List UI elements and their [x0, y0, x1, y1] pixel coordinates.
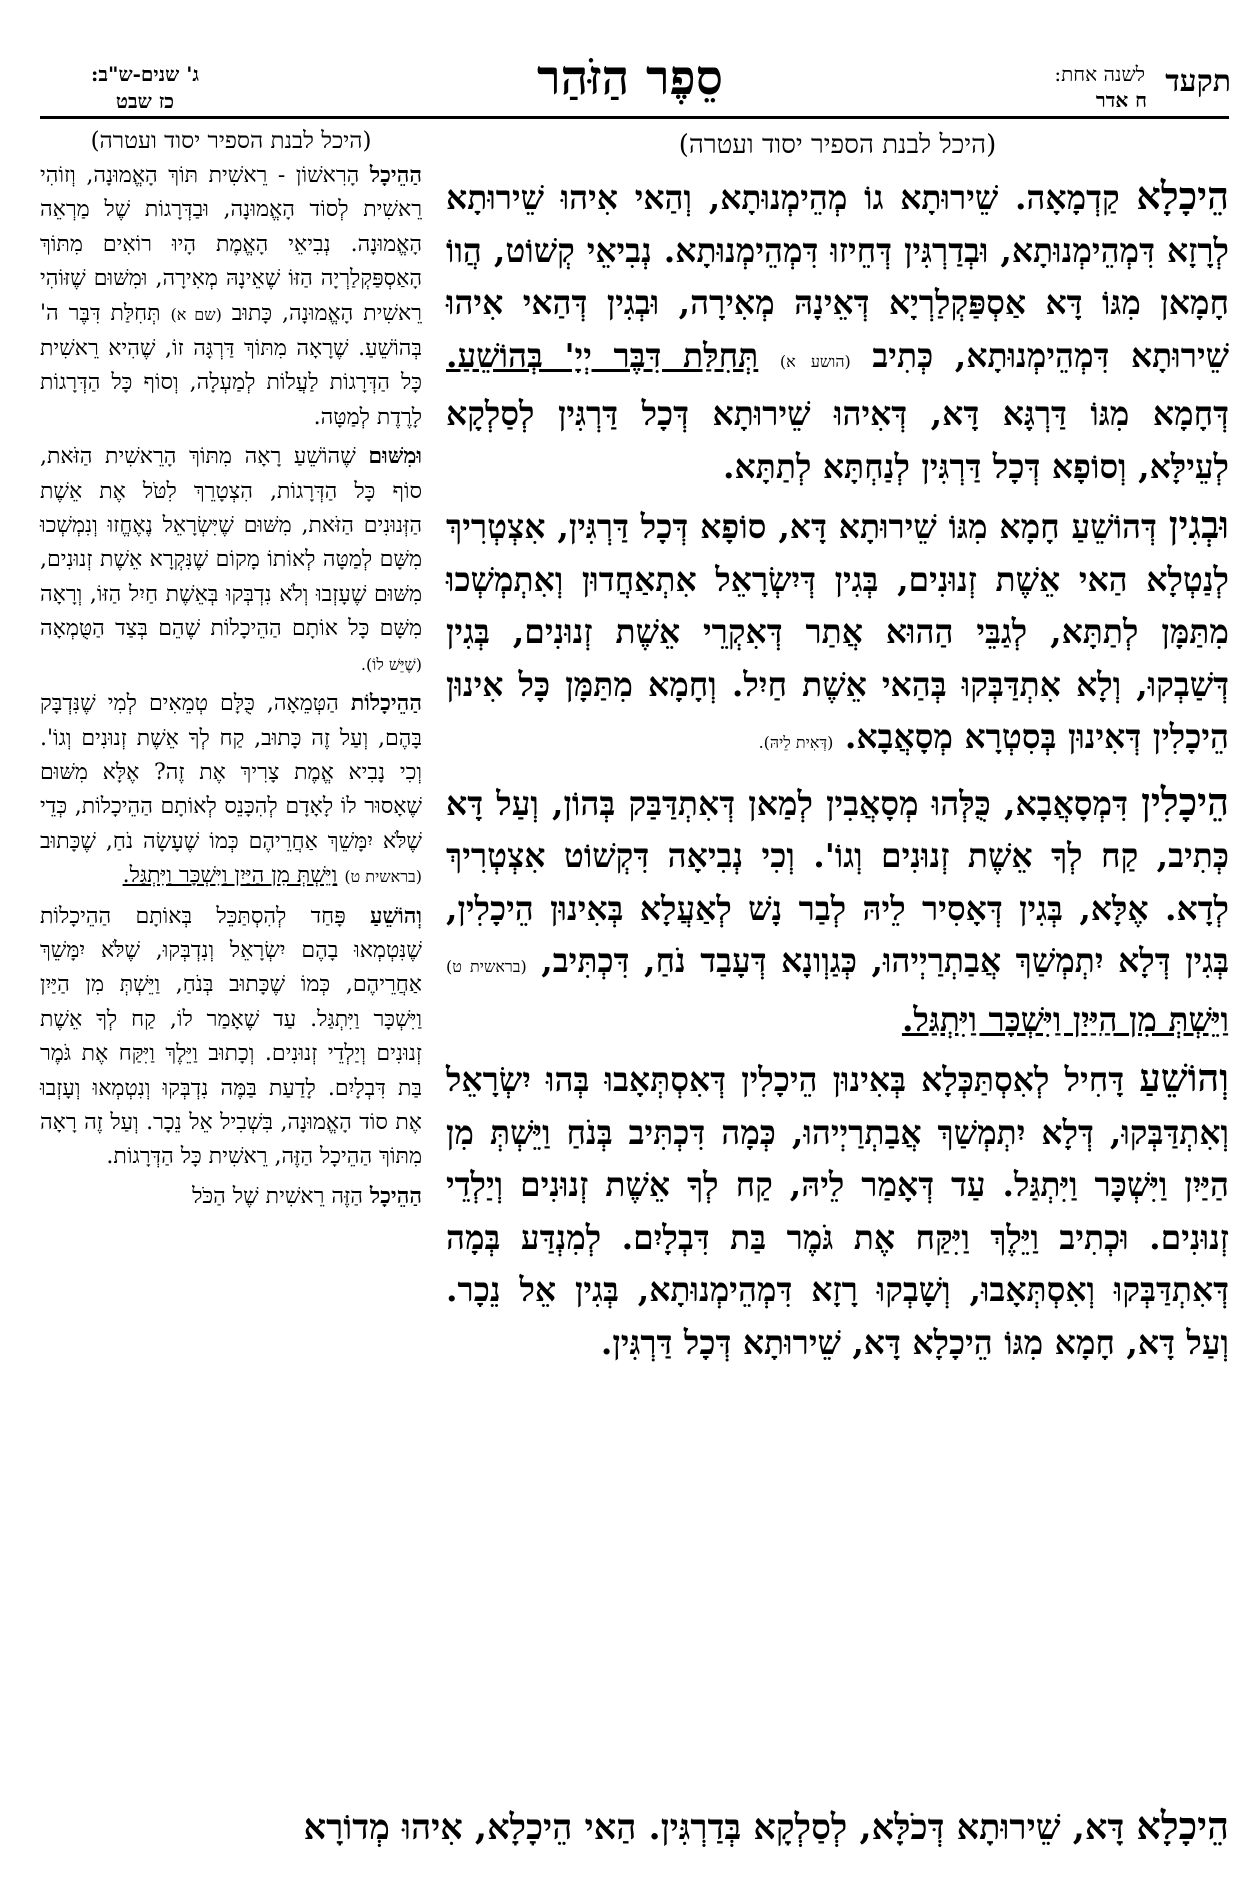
paragraph-lead-word: הַהֵיכָל [369, 162, 422, 188]
three-years-label: ג' שנים-ש"ב: [91, 62, 199, 86]
verse-reference: (שם א) [170, 304, 222, 324]
verse-quote: וַיֵּשְׁתְּ מִן הַיַּיִן וַיִּשְׁכָּר וַיִּתְגַּל. [901, 999, 1229, 1039]
paragraph-lead-word: הֵיכָלָא [1136, 173, 1229, 218]
paragraph-text-continued: דְּחָמָא מִגּוֹ דַּרְגָּא דָּא, דְּאִיהוּ שֵׁירוּתָא דְּכָל דַּרְגִּין לְסַלְקָא לְעֵילָּא, וְסוֹפָא דְּכָל דַּרְגִּין לְנַחְתָּא לְתַתָּא. [446, 394, 1229, 486]
paragraph-lead-word: הַהֵיכָלוֹת [350, 690, 422, 717]
translation-paragraph-5 [40, 1179, 422, 1214]
verse-reference: (בראשית ט) [446, 957, 527, 976]
gloss-note: (דְּאִית לֵיהּ). [758, 733, 834, 752]
paragraph-text: פָּחַד לְהִסְתַּכֵּל בְּאוֹתָם הַהֵיכָלוֹת שֶׁנִּטְמְאוּ בָהֶם יִשְׂרָאֵל וְנִדְבְּקוּ, שֶׁלֹּא יִמָּשֵׁךְ אַחֲרֵיהֶם, כְּמוֹ שֶׁכָּתוּב בְּנֹחַ, וַיֵּשְׁתְּ מִן הַיַּיִן וַיִּשְׁכָּר וַיִּתְגַּל. עַד שֶׁאָמַר לוֹ, קַח לְךָ אֵשֶׁת זְנוּנִים וְיַלְדֵי זְנוּנִים. וְכָתוּב וַיֵּלֶךְ וַיִּקַּח אֶת גֹּמֶר בַּת דִּבְלָיִם. לָדַעַת בַּמֶּה נִדְבְּקוּ וְנִטְמְאוּ וְעָזְבוּ אֶת סוֹד הָאֱמוּנָה, בִּשְׁבִיל אֵל נֵכָר. וְעַל זֶה רָאָה מִתּוֹךְ הַהֵיכָל הַזֶּה, רֵאשִׁית כָּל הַדְּרָגוֹת. [40, 903, 422, 1170]
paragraph-lead-word: הֵיכָלִין [1141, 778, 1229, 824]
translation-paragraph-3 [40, 686, 422, 894]
translation-subtitle: (היכל לבנת הספיר יסוד ועטרה) [90, 128, 372, 154]
translation-column [40, 126, 422, 1218]
book-title: סֵפֶר הַזֹּהַר [537, 50, 723, 106]
paragraph-lead-word: הַהֵיכָל [369, 1182, 422, 1209]
paragraph-text: הָרִאשׁוֹן - רֵאשִׁית תּוֹךְ הָאֱמוּנָה, וְזוֹהִי רֵאשִׁית לְסוֹד הָאֱמוּנָה, וּבַדְּרָגוֹת שֶׁל מַרְאֵה הָאֱמוּנָה. נְבִיאֵי הָאֱמֶת הָיוּ רוֹאִים מִתּוֹךְ הָאַסְפַּקְלַרְיָה הַזּוֹ שֶׁאֵינָהּ מְאִירָה, וּמִשּׁוּם שֶׁזּוֹהִי רֵאשִׁית הָאֱמוּנָה, כָּתוּב [40, 163, 422, 326]
main-subtitle: (היכל לבנת הספיר יסוד ועטרה) [678, 130, 997, 160]
main-paragraph-3 [446, 776, 1229, 1047]
translation-text [40, 158, 422, 1214]
gloss-note: (שֶׁיֵּשׁ לוֹ). [360, 654, 422, 674]
date-left: כז שבט [115, 89, 175, 113]
paragraph-text: הַזֶּה רֵאשִׁית שֶׁל הַכֹּל [192, 1183, 370, 1209]
paragraph-lead-word: וְהוֹשֵׁעַ [1139, 1055, 1229, 1100]
translation-paragraph-2 [40, 439, 422, 682]
main-text [446, 170, 1229, 1369]
paragraph-text: קַדְמָאָה. שֵׁירוּתָא גוֹ מְהֵימְנוּתָא, וְהַאי אִיהוּ שֵׁירוּתָא לְרָזָא דִּמְהֵימְנוּתָא, וּבְדַרְגִּין דְּחֵיזוּ דִּמְהֵימְנוּתָא. נְבִיאֵי קְשׁוֹט, הֲווֹ חָמָאן מִגּוֹ דָּא אַסְפַּקְלַרְיָא דְּאֵינָהּ מְאִירָה, וּבְגִין דְּהַאי אִיהוּ שֵׁירוּתָא דִּמְהֵימְנוּתָא, כְּתִיב [446, 178, 1229, 375]
verse-quote: וַיֵּשְׁתְּ מִן הַיַּיִן וַיִּשְׁכָּר וַיִּתְגַּל. [122, 863, 338, 889]
translation-paragraph-4 [40, 899, 422, 1175]
main-paragraph-4 [446, 1052, 1229, 1369]
verse-quote: תְּחִלַּת דִּבֶּר יְיָ' בְּהוֹשֵׁעַ. [446, 335, 759, 375]
paragraph-text: דִּמְסָאֲבָא, כֻּלְּהוּ מְסָאֲבִין לְמַאן דְּאִתְדַּבַּק בְּהוֹן, וְעַל דָּא כְּתִיב, קַח לְךָ אֵשֶׁת זְנוּנִים וְגוֹ'. וְכִי נְבִיאָה דִּקְשׁוֹט אִצְטְרִיךְ לְדָא. אֶלָּא, בְּגִין דְּאָסִיר לֵיהּ לְבַר נָשׁ לְאַעֲלָא בְּאִינוּן הֵיכָלִין, בְּגִין דְּלָא יִתְמְשַׁךְ אֲבַתְרַיְיהוּ, כְּגַוְונָא דְּעָבַד נֹחַ, דִּכְתִּיב, [446, 783, 1229, 980]
paragraph-lead-word: וּבְגִין [1168, 502, 1229, 547]
date-right: ח אדר [1095, 88, 1147, 112]
bottom-line [40, 1803, 1229, 1849]
paragraph-text: דָּא, שֵׁירוּתָא דְּכֹלָּא, לְסַלְקָא בְּדַרְגִּין. הַאי הֵיכָלָא, אִיהוּ מְדוֹרָא [303, 1807, 1137, 1848]
page-number: תקעד [1165, 64, 1231, 99]
paragraph-lead-word: וְהוֹשֵׁעַ [370, 902, 422, 929]
main-paragraph-1 [446, 170, 1229, 493]
main-paragraph-2 [446, 499, 1229, 770]
paragraph-text-continued: תְּחִלַּת דִּבֶּר ה' בְּהוֹשֵׁעַ. שֶׁרָאָה מִתּוֹךְ דַּרְגָּה זוֹ, שֶׁהִיא רֵאשִׁית כָּל הַדְּרָגוֹת לַעֲלוֹת לְמַעְלָה, וְסוֹף כָּל הַדְּרָגוֹת לָרֶדֶת לְמַטָּה. [40, 300, 422, 430]
header-rule [40, 116, 1229, 119]
paragraph-text: דָּחִיל לְאִסְתַּכְּלָא בְּאִינוּן הֵיכָלִין דְּאִסְתְּאָבוּ בְּהוּ יִשְׂרָאֵל וְאִתְדַּבְּקוּ, דְּלָא יִתְמְשַׁךְ אֲבַתְרַיְיהוּ, כְּמָה דִּכְתִּיב בְּנֹחַ וַיֵּשְׁתְּ מִן הַיַּיִן וַיִּשְׁכָּר וַיִּתְגַּל. עַד דְּאָמַר לֵיהּ, קַח לְךָ אֵשֶׁת זְנוּנִים וְיַלְדֵי זְנוּנִים. וּכְתִיב וַיֵּלֶךְ וַיִּקַּח אֶת גֹּמֶר בַּת דִּבְלָיִם. לְמִנְדַּע בְּמָה דְּאִתְדַּבְּקוּ וְאִסְתְּאָבוּ, וְשָׁבְקוּ רָזָא דִּמְהֵימְנוּתָא, בְּגִין אֵל נֵכָר. וְעַל דָּא, חָמָא מִגּוֹ הֵיכָלָא דָּא, שֵׁירוּתָא דְּכָל דַּרְגִּין. [446, 1060, 1229, 1362]
paragraph-lead-word: וּמִשּׁוּם [368, 443, 422, 470]
header-left [40, 62, 250, 114]
one-year-label: לשנה אחת: [1054, 62, 1145, 86]
translation-paragraph-1 [40, 158, 422, 435]
paragraph-text: שֶׁהוֹשֵׁעַ רָאָה מִתּוֹךְ הָרֵאשִׁית הַזֹּאת, סוֹף כָּל הַדְּרָגוֹת, הִצְטָרֵךְ לִטֹּל אֶת אֵשֶׁת הַזְּנוּנִים הַזֹּאת, מִשּׁוּם שֶׁיִּשְׂרָאֵל נֶאֶחֱזוּ וְנִמְשְׁכוּ מִשָּׁם לְמַטָּה לְאוֹתוֹ מָקוֹם שֶׁנִּקְרָא אֵשֶׁת זְנוּנִים, מִשּׁוּם שֶׁעָזְבוּ וְלֹא נִדְבְּקוּ בְּאֵשֶׁת חַיִל הַזּוֹ, וְרָאָה מִשָּׁם כָּל אוֹתָם הַהֵיכָלוֹת שֶׁהֵם בְּצַד הַטֻּמְאָה [40, 444, 422, 642]
verse-reference: (הושע א) [779, 351, 851, 371]
main-column [446, 126, 1229, 1375]
verse-reference: (בראשית ט) [344, 867, 422, 887]
paragraph-lead-word: הֵיכָלָא [1136, 1803, 1229, 1848]
paragraph-text: דְּהוֹשֵׁעַ חָמָא מִגּוֹ שֵׁירוּתָא דָּא, סוֹפָא דְּכָל דַּרְגִּין, אִצְטְרִיךְ לְנַטְלָא הַאי אֵשֶׁת זְנוּנִים, בְּגִין דְּיִשְׂרָאֵל אִתְאַחֲדוּן וְאִתְמְשְׁכוּ מִתַּמָּן לְתַתָּא, לְגַבֵּי הַהוּא אֲתַר דְּאִקְרֵי אֵשֶׁת זְנוּנִים, בְּגִין דְּשַׁבְקוּ, וְלָא אִתְדַּבְּקוּ בְּהַאי אֵשֶׁת חַיִל. וְחָמָא מִתַּמָּן כָּל אִינוּן הֵיכָלִין דְּאִינוּן בְּסִטְרָא מְסָאֲבָא. [446, 507, 1229, 756]
paragraph-text: הַטְּמֵאָה, כֻּלָּם טְמֵאִים לְמִי שֶׁנִּדְבָּק בָּהֶם, וְעַל זֶה כָּתוּב, קַח לְךָ אֵשֶׁת זְנוּנִים וְגוֹ'. וְכִי נָבִיא אֱמֶת צָרִיךְ אֶת זֶה? אֶלָּא מִשּׁוּם שֶׁאָסוּר לוֹ לָאָדָם לְהִכָּנֵס לְאוֹתָם הַהֵיכָלוֹת, כְּדֵי שֶׁלֹּא יִמָּשֵׁךְ אַחֲרֵיהֶם כְּמוֹ שֶׁעָשָׂה נֹחַ, שֶׁכָּתוּב [40, 691, 422, 854]
